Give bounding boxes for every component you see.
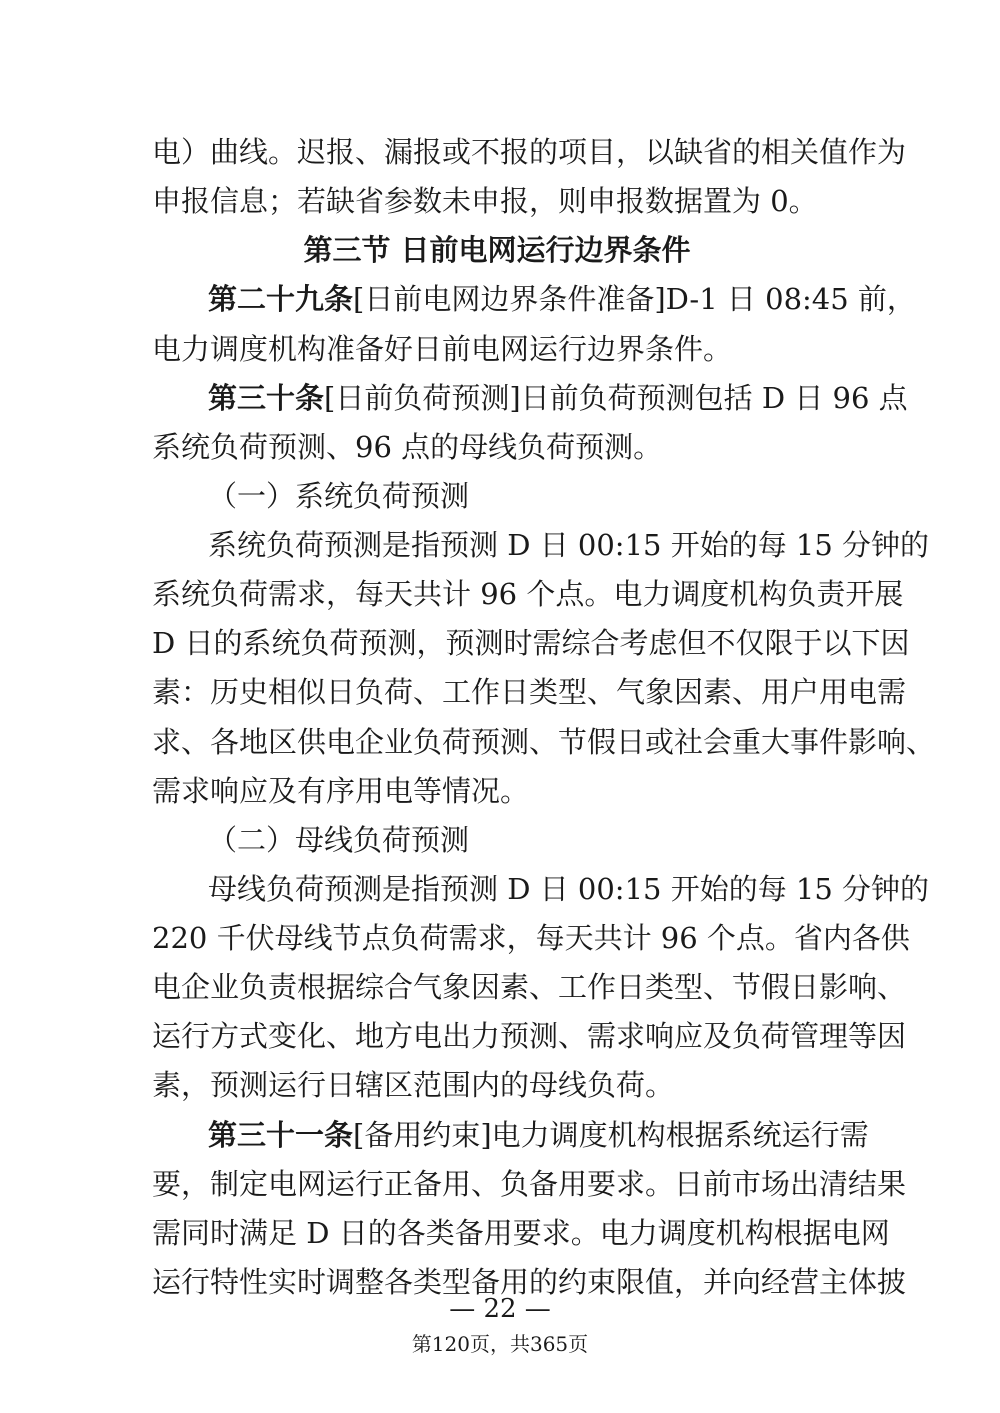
article-31-text: [备用约束]电力调度机构根据系统运行需 bbox=[353, 1118, 869, 1152]
article-30-title: 第三十条 bbox=[208, 381, 325, 415]
text-line: 要，制定电网运行正备用、负备用要求。日前市场出清结果 bbox=[152, 1167, 907, 1201]
subheading-system-load: （一）系统负荷预测 bbox=[208, 479, 470, 513]
article-29-line bbox=[208, 279, 916, 319]
text-line: 系统负荷预测是指预测 D 日 00:15 开始的每 15 分钟的 bbox=[208, 528, 930, 562]
text-line: 素，预测运行日辖区范围内的母线负荷。 bbox=[152, 1068, 675, 1102]
text-line: 申报信息；若缺省参数未申报，则申报数据置为 0。 bbox=[152, 184, 818, 218]
text-line: 电）曲线。迟报、漏报或不报的项目，以缺省的相关值作为 bbox=[152, 135, 907, 169]
text-line: 求、各地区供电企业负荷预测、节假日或社会重大事件影响、 bbox=[152, 725, 936, 759]
text-line: 需同时满足 D 日的各类备用要求。电力调度机构根据电网 bbox=[152, 1216, 890, 1250]
article-31-title: 第三十一条 bbox=[208, 1118, 354, 1152]
subheading-bus-load: （二）母线负荷预测 bbox=[208, 823, 470, 857]
text-line: 系统负荷预测、96 点的母线负荷预测。 bbox=[152, 430, 663, 464]
text-line: 需求响应及有序用电等情况。 bbox=[152, 774, 530, 808]
text-line: 电企业负责根据综合气象因素、工作日类型、节假日影响、 bbox=[152, 970, 907, 1004]
article-31-line bbox=[208, 1115, 869, 1155]
article-29-title: 第二十九条 bbox=[208, 282, 354, 316]
article-29-text: [日前电网边界条件准备]D-1 日 08:45 前， bbox=[353, 282, 916, 316]
article-30-line bbox=[208, 378, 908, 418]
text-line: 母线负荷预测是指预测 D 日 00:15 开始的每 15 分钟的 bbox=[208, 872, 930, 906]
page-number: — 22 — bbox=[449, 1294, 551, 1324]
text-line: 运行方式变化、地方电出力预测、需求响应及负荷管理等因 bbox=[152, 1019, 907, 1053]
article-30-text: [日前负荷预测]日前负荷预测包括 D 日 96 点 bbox=[324, 381, 908, 415]
text-line: 系统负荷需求，每天共计 96 个点。电力调度机构负责开展 bbox=[152, 577, 904, 611]
text-line: D 日的系统负荷预测，预测时需综合考虑但不仅限于以下因 bbox=[152, 626, 910, 660]
text-line: 素：历史相似日负荷、工作日类型、气象因素、用户用电需 bbox=[152, 675, 907, 709]
text-line: 运行特性实时调整各类型备用的约束限值，并向经营主体披 bbox=[152, 1265, 907, 1299]
page-counter: 第120页，共365页 bbox=[411, 1332, 589, 1356]
text-line: 220 千伏母线节点负荷需求，每天共计 96 个点。省内各供 bbox=[152, 921, 910, 955]
text-line: 电力调度机构准备好日前电网运行边界条件。 bbox=[152, 332, 733, 366]
section-heading: 第三节 日前电网运行边界条件 bbox=[303, 233, 691, 267]
